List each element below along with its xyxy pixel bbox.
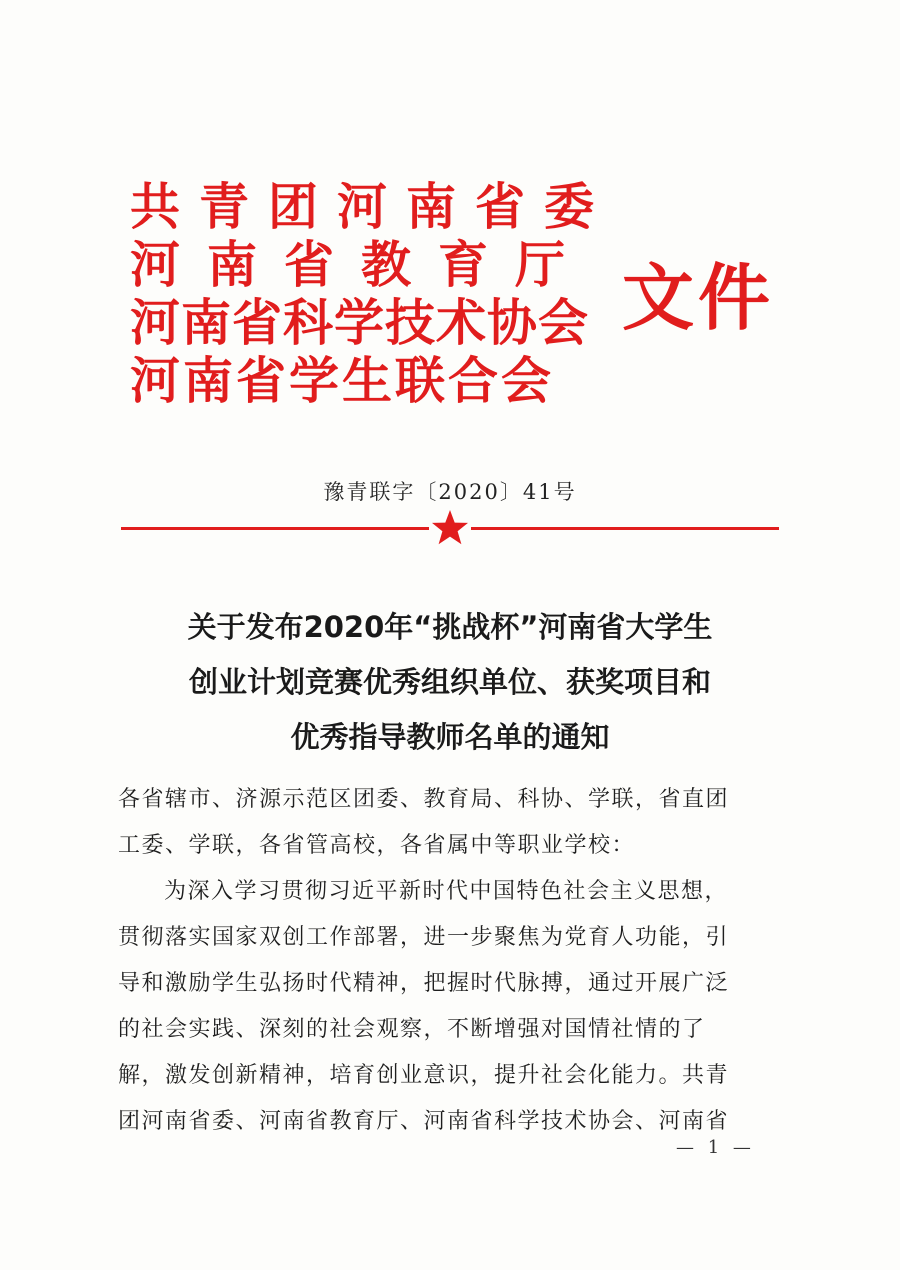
page-number: — 1 —: [676, 1137, 755, 1158]
divider-right: [471, 527, 779, 530]
body-line: 的社会实践、深刻的社会观察，不断增强对国情社情的了: [118, 1017, 706, 1042]
addressee-line: 各省辖市、济源示范区团委、教育局、科协、学联，省直团: [118, 787, 730, 812]
document-body: [118, 777, 786, 1145]
issuer-name: 河南省教育厅: [130, 236, 592, 294]
title-line: 优秀指导教师名单的通知: [290, 720, 610, 754]
body-line: 贯彻落实国家双创工作部署，进一步聚焦为党育人功能，引: [118, 925, 730, 950]
issuer-name: 河南省科学技术协会: [130, 294, 589, 352]
divider-left: [121, 527, 429, 530]
red-star-icon: [430, 508, 470, 548]
issuer-name: 河南省学生联合会: [130, 352, 554, 410]
document-type-label: 文件: [622, 256, 775, 340]
issuer-name: 共青团河南省委: [130, 178, 613, 236]
body-line: 为深入学习贯彻习近平新时代中国特色社会主义思想，: [164, 879, 729, 904]
title-line: 关于发布2020年“挑战杯”河南省大学生: [187, 610, 713, 644]
issuer-list: [130, 178, 613, 410]
document-title: [0, 600, 900, 765]
body-line: 导和激励学生弘扬时代精神，把握时代脉搏，通过开展广泛: [118, 971, 730, 996]
addressee-line: 工委、学联，各省管高校，各省属中等职业学校：: [118, 833, 636, 858]
body-line: 团河南省委、河南省教育厅、河南省科学技术协会、河南省: [118, 1109, 730, 1134]
title-line: 创业计划竞赛优秀组织单位、获奖项目和: [188, 665, 711, 699]
document-number: 豫青联字〔2020〕41号: [323, 480, 577, 504]
body-line: 解，激发创新精神，培育创业意识，提升社会化能力。共青: [118, 1063, 730, 1088]
